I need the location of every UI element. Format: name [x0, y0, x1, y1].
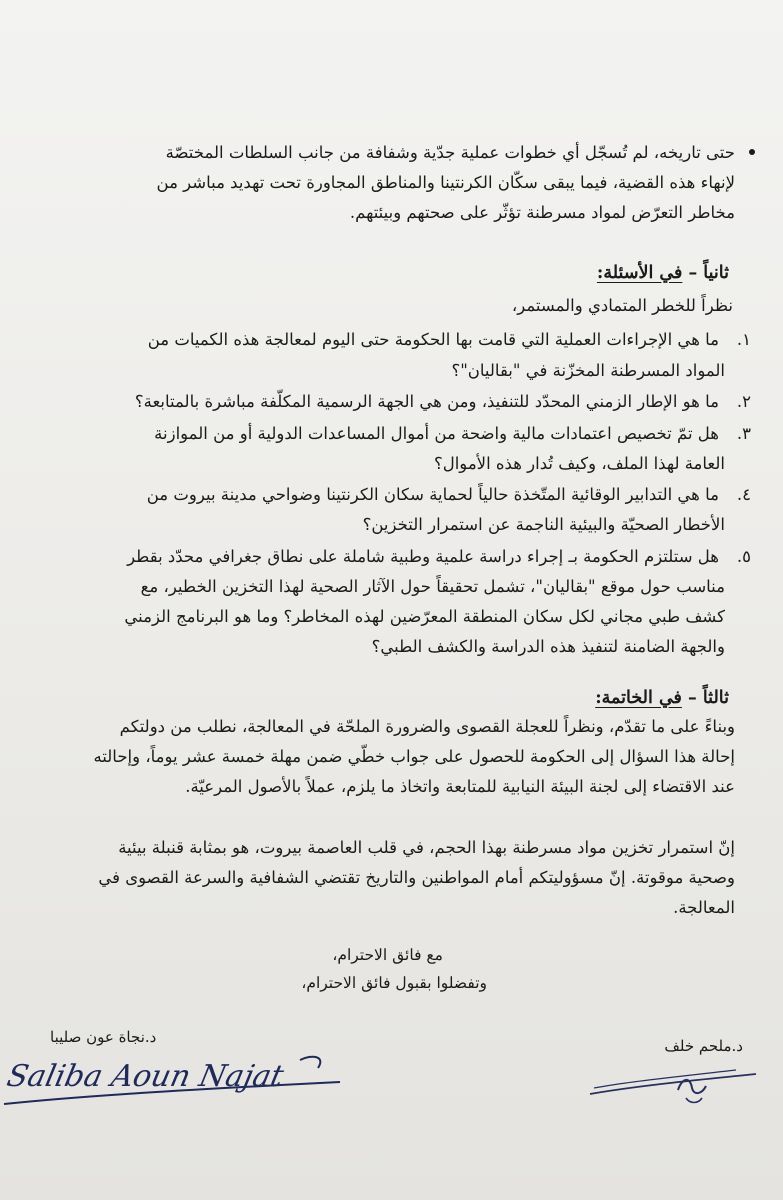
question-5-line-4: والجهة الضامنة لتنفيذ هذه الدراسة والكشف الطبي؟ [371, 637, 725, 656]
section2-intro: نظراً للخطر المتمادي والمستمر، [511, 296, 733, 315]
question-2-number: ٢. [736, 392, 751, 411]
question-5-line-1: هل ستلتزم الحكومة بـ إجراء دراسة علمية وطبية شاملة على نطاق جغرافي محدّد بقطر [127, 547, 719, 566]
bullet-icon [749, 149, 755, 155]
signature-left [0, 1046, 360, 1116]
closing-line-1: مع فائق الاحترام، [332, 946, 443, 964]
section2-heading-prefix: ثانياً – [688, 263, 729, 283]
conclusion-p2-line-2: وصحية موقوتة. إنّ مسؤوليتكم أمام المواطنين والتاريخ تقتضي الشفافية والسرعة القصوى في [98, 868, 735, 887]
section2-heading-label: في الأسئلة: [596, 263, 683, 283]
question-1-line-1: ما هي الإجراءات العملية التي قامت بها الحكومة حتى اليوم لمعالجة هذه الكميات من [147, 330, 719, 349]
question-1-line-2: المواد المسرطنة المخزّنة في "بقاليان"؟ [451, 361, 725, 380]
question-4-line-1: ما هي التدابير الوقائية المتّخذة حالياً لحماية سكان الكرنتينا وضواحي مدينة بيروت من [146, 485, 719, 504]
conclusion-p1-line-2: إحالة هذا السؤال إلى الحكومة للحصول على جواب خطّي ضمن مهلة خمسة عشر يوماً، وإحالته [93, 747, 735, 766]
section3-heading-label: في الخاتمة: [595, 688, 682, 708]
question-5-line-2: مناسب حول موقع "بقاليان"، تشمل تحقيقاً حول الآثار الصحية لهذا التخزين الخطير، مع [140, 577, 725, 596]
question-3-line-1: هل تمّ تخصيص اعتمادات مالية واضحة من أموال المساعدات الدولية أو من الموازنة [154, 424, 719, 443]
conclusion-p1-line-1: وبناءً على ما تقدّم، ونظراً للعجلة القصوى والضرورة الملحّة في المعالجة، نطلب من دولتكم [119, 717, 735, 736]
section3-heading-prefix: ثالثاً – [688, 688, 729, 708]
signatory-right-name: د.ملحم خلف [664, 1037, 743, 1055]
signature-left-text: Saliba Aoun Najat [3, 1059, 287, 1094]
conclusion-p1-line-3: عند الاقتضاء إلى لجنة البيئة النيابية للمتابعة واتخاذ ما يلزم، عملاً بالأصول المرعيّة. [185, 777, 735, 796]
question-3-line-2: العامة لهذا الملف، وكيف تُدار هذه الأموال؟ [433, 454, 725, 473]
signature-right [586, 1060, 766, 1120]
question-4-line-2: الأخطار الصحيّة والبيئية الناجمة عن استمرار التخزين؟ [362, 515, 725, 534]
bullet-line-3: مخاطر التعرّض لمواد مسرطنة تؤثّر على صحتهم وبيئتهم. [349, 203, 735, 222]
question-2-line-1: ما هو الإطار الزمني المحدّد للتنفيذ، ومن هي الجهة الرسمية المكلّفة مباشرة بالمتابعة؟ [134, 392, 719, 411]
section2-heading [597, 258, 729, 289]
conclusion-p2-line-3: المعالجة. [673, 898, 735, 917]
conclusion-p2-line-1: إنّ استمرار تخزين مواد مسرطنة بهذا الحجم، في قلب العاصمة بيروت، هو بمثابة قنبلة بيئية [118, 838, 735, 857]
section3-heading [595, 683, 729, 714]
question-3-number: ٣. [736, 424, 751, 443]
closing-line-2: وتفضلوا بقبول فائق الاحترام، [301, 974, 487, 992]
bullet-line-2: لإنهاء هذه القضية، فيما يبقى سكّان الكرنتينا والمناطق المجاورة تحت تهديد مباشر من [156, 173, 735, 192]
question-5-number: ٥. [736, 547, 751, 566]
signatory-left-name: د.نجاة عون صليبا [50, 1028, 157, 1046]
bullet-line-1: حتى تاريخه، لم تُسجّل أي خطوات عملية جدّية وشفافة من جانب السلطات المختصّة [165, 143, 735, 162]
question-1-number: ١. [736, 330, 751, 349]
question-4-number: ٤. [736, 485, 751, 504]
question-5-line-3: كشف طبي مجاني لكل سكان المنطقة المعرّضين لهذه المخاطر؟ وما هو البرنامج الزمني [124, 607, 725, 626]
